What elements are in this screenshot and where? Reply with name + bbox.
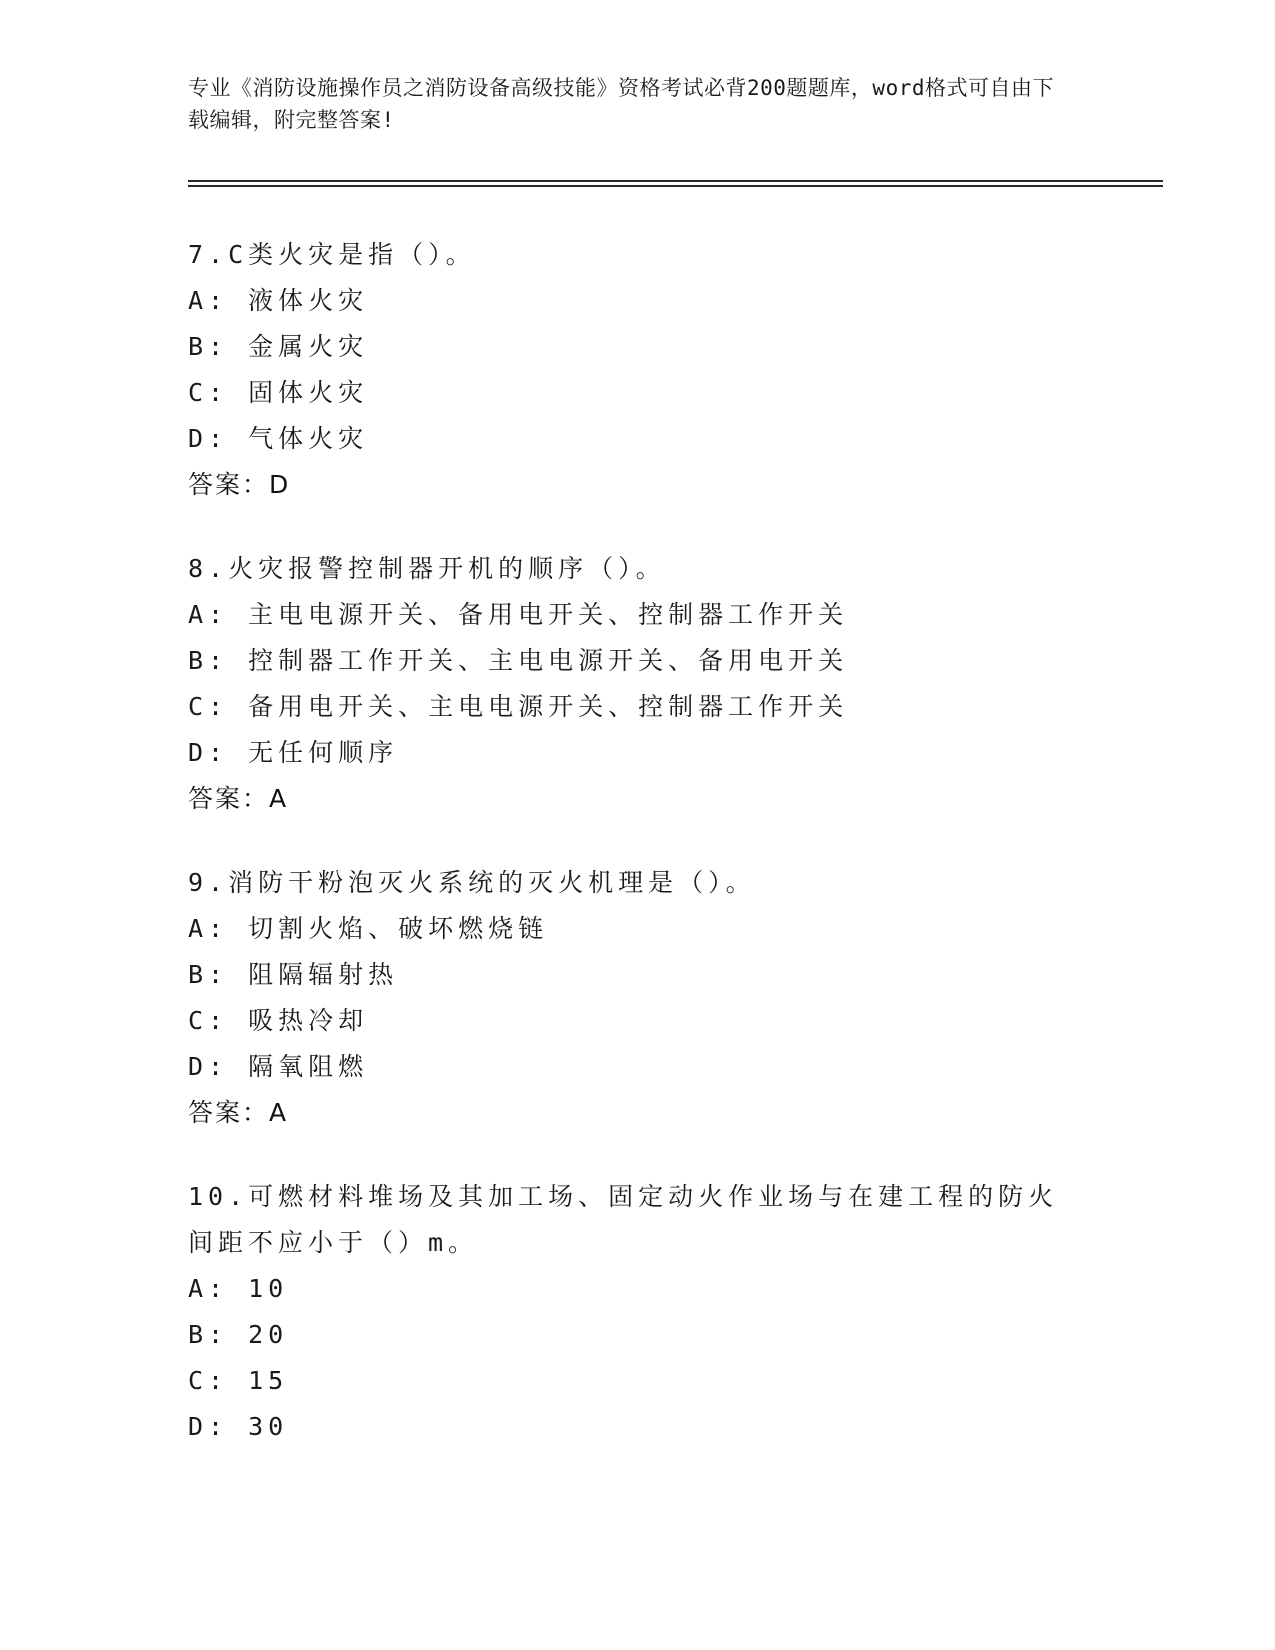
header-divider-bottom [188, 185, 1163, 187]
option-b [188, 638, 1088, 684]
answer-line: 答案：A [188, 784, 289, 813]
option-b [188, 1312, 1088, 1358]
question-stem: 9.消防干粉泡灭火系统的灭火机理是（）。 [188, 868, 756, 897]
option-text: 控制器工作开关、主电电源开关、备用电开关 [248, 646, 849, 675]
option-key: C: [188, 378, 229, 407]
option-text: 金属火灾 [248, 332, 369, 361]
option-key: B: [188, 646, 229, 675]
option-d [188, 1044, 1088, 1090]
option-key: C: [188, 1366, 229, 1395]
question-8 [188, 546, 1088, 822]
answer-line: 答案：A [188, 1098, 289, 1127]
option-key: A: [188, 286, 229, 315]
option-text: 吸热冷却 [248, 1006, 369, 1035]
option-text: 气体火灾 [248, 424, 369, 453]
option-key: A: [188, 600, 229, 629]
option-key: D: [188, 424, 229, 453]
option-text: 切割火焰、破坏燃烧链 [248, 914, 549, 943]
document-header [188, 72, 1068, 136]
header-text: 专业《消防设施操作员之消防设备高级技能》资格考试必背200题题库，word格式可自由下载编辑，附完整答案! [188, 76, 1054, 132]
option-key: C: [188, 1006, 229, 1035]
option-c [188, 1358, 1088, 1404]
question-9 [188, 860, 1088, 1136]
option-text: 无任何顺序 [248, 738, 399, 767]
option-d [188, 1404, 1088, 1450]
option-b [188, 324, 1088, 370]
option-a [188, 278, 1088, 324]
question-list [188, 232, 1088, 1488]
option-c [188, 370, 1088, 416]
option-key: D: [188, 738, 229, 767]
option-key: D: [188, 1412, 229, 1441]
option-text: 10 [248, 1274, 289, 1303]
option-key: B: [188, 960, 229, 989]
option-a [188, 906, 1088, 952]
option-text: 主电电源开关、备用电开关、控制器工作开关 [248, 600, 849, 629]
option-b [188, 952, 1088, 998]
option-text: 30 [248, 1412, 289, 1441]
option-d [188, 730, 1088, 776]
question-stem: 7.C类火灾是指（）。 [188, 240, 476, 269]
option-key: A: [188, 1274, 229, 1303]
option-text: 15 [248, 1366, 289, 1395]
option-text: 备用电开关、主电电源开关、控制器工作开关 [248, 692, 849, 721]
option-key: D: [188, 1052, 229, 1081]
question-stem: 10.可燃材料堆场及其加工场、固定动火作业场与在建工程的防火间距不应小于（）m。 [188, 1182, 1059, 1257]
option-key: B: [188, 332, 229, 361]
option-key: A: [188, 914, 229, 943]
option-a [188, 592, 1088, 638]
option-c [188, 684, 1088, 730]
option-text: 阻隔辐射热 [248, 960, 399, 989]
option-text: 20 [248, 1320, 289, 1349]
option-d [188, 416, 1088, 462]
question-10 [188, 1174, 1088, 1450]
option-text: 固体火灾 [248, 378, 369, 407]
option-key: C: [188, 692, 229, 721]
option-text: 隔氧阻燃 [248, 1052, 369, 1081]
question-stem: 8.火灾报警控制器开机的顺序（）。 [188, 554, 666, 583]
option-key: B: [188, 1320, 229, 1349]
option-text: 液体火灾 [248, 286, 369, 315]
option-c [188, 998, 1088, 1044]
question-7 [188, 232, 1088, 508]
answer-line: 答案：D [188, 470, 291, 499]
option-a [188, 1266, 1088, 1312]
header-divider-top [188, 180, 1163, 182]
